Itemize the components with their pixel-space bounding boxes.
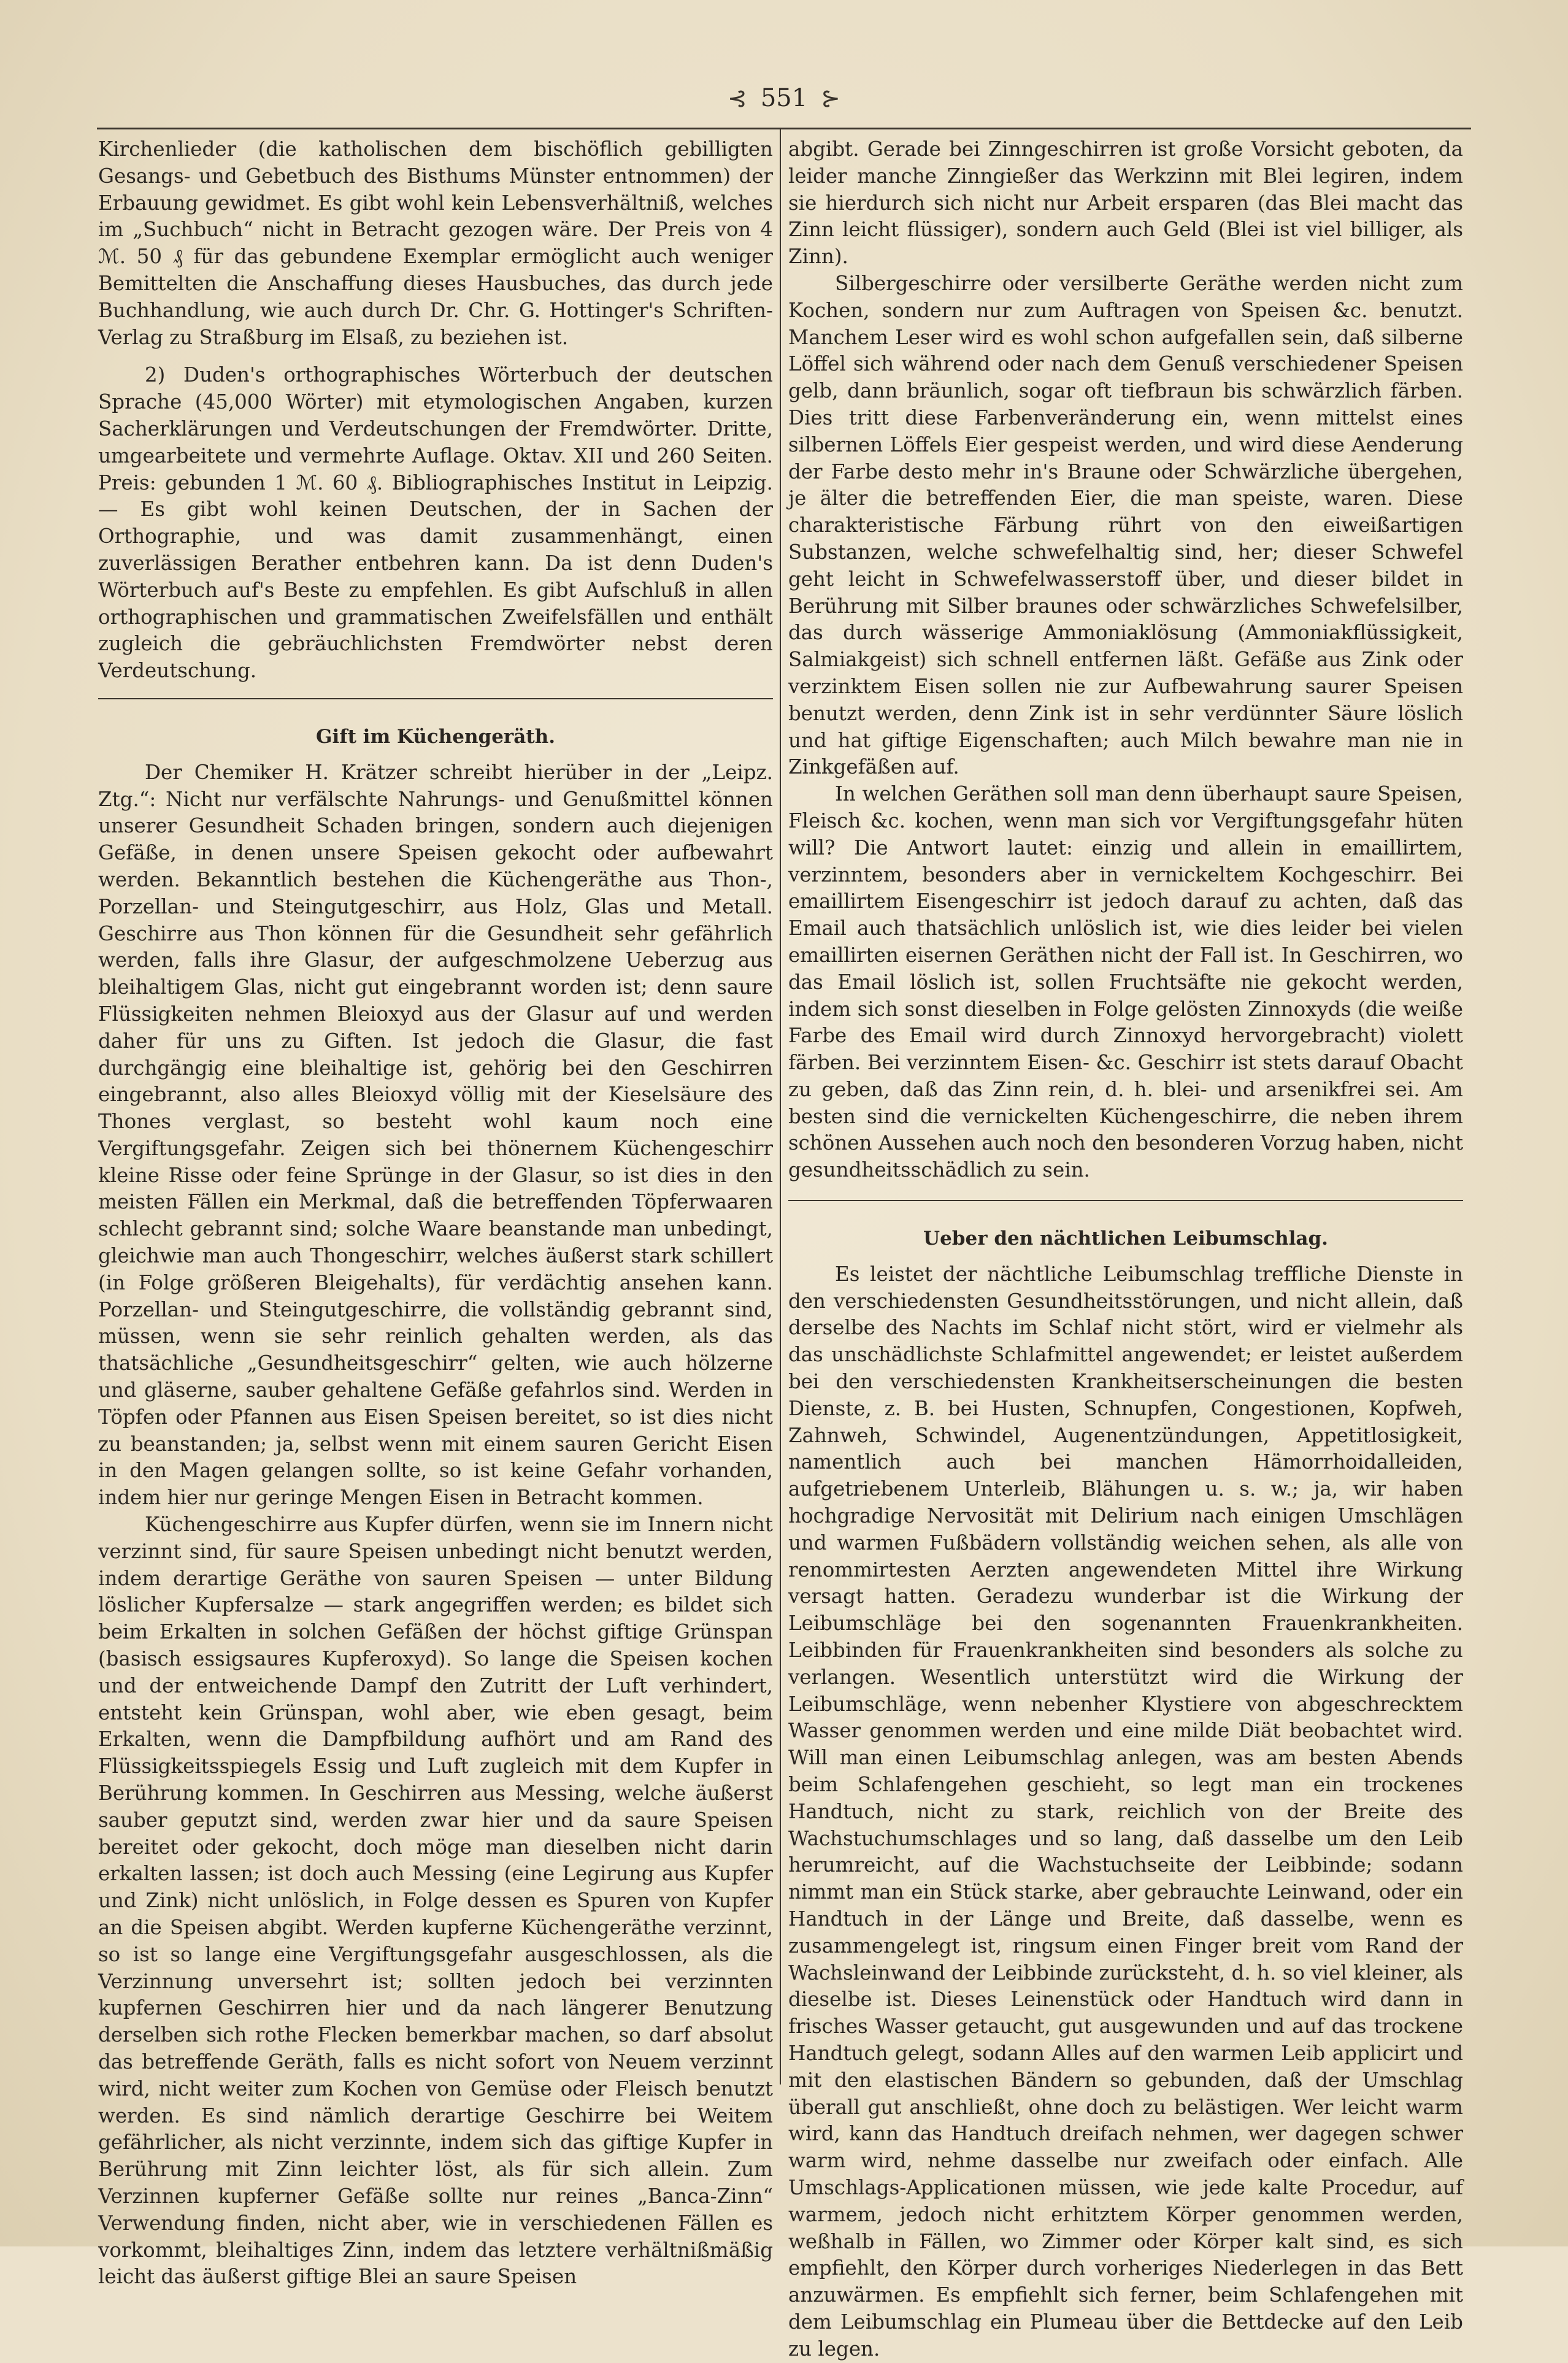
paragraph: Küchengeschirre aus Kupfer dürfen, wenn sie im Innern nicht verzinnt sind, für saure Speisen unbedingt nicht benutzt werden, indem derartige Geräthe von sauren Speisen — unter Bildung löslicher Kupfersalze — stark angegriffen werden; es bildet sich beim Erkalten in solchen Gefäßen der höchst giftige Grünspan (basisch essigsaures Kupferoxyd). So lange die Speisen kochen und der entweichende Dampf den Zutritt der Luft verhindert, entsteht kein Grünspan, wohl aber, wie eben gesagt, beim Erkalten, wenn die Dampfbildung aufhört und am Rand des Flüssigkeitsspiegels Essig und Luft zugleich mit dem Kupfer in Berührung kommen. In Geschirren aus Messing, welche äußerst sauber geputzt sind, werden zwar hier und da saure Speisen bereitet oder gekocht, doch möge man dieselben nicht darin erkalten lassen; ist doch auch Messing (eine Legirung aus Kupfer und Zink) nicht unlöslich, in Folge dessen es Spuren von Kupfer an die Speisen abgibt. Werden kupferne Küchengeräthe verzinnt, so ist so lange eine Vergiftungsgefahr ausgeschlossen, als die Verzinnung unversehrt ist; sollten jedoch bei verzinnten kupfernen Geschirren hier und da nach längerer Benutzung derselben sich rothe Flecken bemerkbar machen, so darf absolut das betreffende Geräth, falls es nicht sofort von Neuem verzinnt wird, nicht weiter zum Kochen von Gemüse oder Fleisch benutzt werden. Es sind nämlich derartige Geschirre bei Weitem gefährlicher, als nicht verzinnte, indem sich das giftige Kupfer in Berührung mit Zinn leichter löst, als für sich allein. Zum Verzinnen kupferner Gefäße sollte nur reines „Banca-Zinn“ Verwendung finden, nicht aber, wie in verschiedenen Fällen es vorkommt, bleihaltiges Zinn, indem das letztere verhältnißmäßig leicht das äußerst giftige Blei an saure Speisen	[98, 1513, 773, 2289]
paragraph: Der Chemiker H. Krätzer schreibt hierüber in der „Leipz. Ztg.“: Nicht nur verfälschte Nahrungs- und Genußmittel können unserer Gesundheit Schaden bringen, sondern auch diejenigen Gefäße, in denen unsere Speisen gekocht oder aufbewahrt werden. Bekanntlich bestehen die Küchengeräthe aus Thon-, Porzellan- und Steingutgeschirr, aus Holz, Glas und Metall. Geschirre aus Thon können für die Gesundheit sehr gefährlich werden, falls ihre Glasur, der aufgeschmolzene Ueberzug aus bleihaltigem Glas, nicht gut eingebrannt worden ist; denn saure Flüssigkeiten nehmen Bleioxyd aus der Glasur auf und werden daher für uns zu Giften. Ist jedoch die Glasur, die fast durchgängig eine bleihaltige ist, gehörig bei den Geschirren eingebrannt, also alles Bleioxyd völlig mit der Kieselsäure des Thones verglast, so besteht wohl kaum noch eine Vergiftungsgefahr. Zeigen sich bei thönernem Küchengeschirr kleine Risse oder feine Sprünge in der Glasur, so ist dies in den meisten Fällen ein Merkmal, daß die betreffenden Töpferwaaren schlecht gebrannt sind; solche Waare beanstande man unbedingt, gleichwie man auch Thongeschirr, welches äußerst stark schillert (in Folge größeren Bleigehalts), für verdächtig ansehen kann. Porzellan- und Steingutgeschirre, die vollständig gebrannt sind, müssen, wenn sie sehr reinlich gehalten werden, als das thatsächliche „Gesundheitsgeschirr“ gelten, wie auch hölzerne und gläserne, sauber gehaltene Gefäße gefahrlos sind. Werden in Töpfen oder Pfannen aus Eisen Speisen bereitet, so ist dies nicht zu beanstanden; ja, selbst wenn mit einem sauren Gericht Eisen in den Magen gelangen sollte, so ist keine Gefahr vorhanden, indem hier nur geringe Mengen Eisen in Betracht kommen.	[98, 760, 773, 1510]
paragraph: Es leistet der nächtliche Leibumschlag treffliche Dienste in den verschiedensten Gesundheitsstörungen, und nicht allein, daß derselbe des Nachts im Schlaf nicht stört, wird er vielmehr als das unschädlichste Schlafmittel angewendet; er leistet außerdem bei den verschiedensten Krankheitserscheinungen die besten Dienste, z. B. bei Husten, Schnupfen, Congestionen, Kopfweh, Zahnweh, Schwindel, Augenentzündungen, Appetitlosigkeit, namentlich auch bei manchen Hämorrhoidalleiden, aufgetriebenem Unterleib, Blähungen u. s. w.; ja, wir haben hochgradige Nervosität mit Delirium nach einigen Umschlägen und warmen Fußbädern vollständig weichen sehen, als alle von renommirtesten Aerzten angewendeten Mittel ihre Wirkung versagt hatten. Geradezu wunderbar ist die Wirkung der Leibumschläge bei den sogenannten Frauenkrankheiten. Leibbinden für Frauenkrankheiten sind besonders als solche zu verlangen. Wesentlich unterstützt wird die Wirkung der Leibumschläge, wenn nebenher Klystiere von abgeschrecktem Wasser genommen werden und eine milde Diät beobachtet wird. Will man einen Leibumschlag anlegen, was am besten Abends beim Schlafengehen geschieht, so legt man ein trockenes Handtuch, nicht zu stark, reichlich von der Breite des Wachstuchumschlages und so lang, daß dasselbe um den Leib herumreicht, auf die Wachstuchseite der Leibbinde; sodann nimmt man ein Stück starke, aber gebrauchte Leinwand, oder ein Handtuch in der Länge und Breite, daß dasselbe, wenn es zusammengelegt ist, ringsum einen Finger breit vom Rand der Wachsleinwand der Leibbinde zurücksteht, d. h. so viel kleiner, als dieselbe ist. Dieses Leinenstück oder Handtuch wird dann in frisches Wasser getaucht, gut ausgewunden und auf das trockene Handtuch gelegt, sodann Alles auf den warmen Leib applicirt und mit den elastischen Bändern so gebunden, daß der Umschlag überall gut anschließt, ohne doch zu belästigen. Wer leicht warm wird, kann das Handtuch dreifach nehmen, wer dagegen schwer warm wird, nehme dasselbe nur zweifach oder einfach. Alle Umschlags-Applicationen müssen, wie jede kalte Procedur, auf warmem, jedoch nicht erhitztem Körper genommen werden, weßhalb in Fällen, wo Zimmer oder Körper kalt sind, es sich empfiehlt, den Körper durch vorheriges Niederlegen in das Bett anzuwärmen. Es empfiehlt sich ferner, beim Schlafengehen mit dem Leibumschlag ein Plumeau über die Bettdecke auf den Leib zu legen.	[788, 1262, 1463, 2361]
ornament-right: ⊱	[821, 85, 841, 112]
header-rule	[97, 128, 1471, 129]
article-heading: Gift im Küchengeräth.	[98, 698, 773, 751]
paragraph: 2) Duden's orthographisches Wörterbuch der deutschen Sprache (45,000 Wörter) mit etymologischen Angaben, kurzen Sacherklärungen und Verdeutschungen der Fremdwörter. Dritte, umgearbeitete und vermehrte Auflage. Oktav. XII und 260 Seiten. Preis: gebunden 1 ℳ. 60 ₰. Bibliographisches Institut in Leipzig. — Es gibt wohl keinen Deutschen, der in Sachen der Orthographie, und was damit zusammenhängt, einen zuverlässigen Berather entbehren kann. Da ist denn Duden's Wörterbuch auf's Beste zu empfehlen. Es gibt Aufschluß in allen orthographischen und grammatischen Zweifelsfällen und enthält zugleich die gebräuchlichsten Fremdwörter nebst deren Verdeutschung.	[98, 363, 773, 683]
left-column	[98, 136, 773, 2289]
column-divider	[780, 128, 781, 2084]
right-column	[788, 136, 1463, 2361]
page-header	[0, 77, 1568, 120]
page-number: 551	[760, 84, 808, 112]
paragraph: abgibt. Gerade bei Zinngeschirren ist große Vorsicht geboten, da leider manche Zinngießer das Werkzinn mit Blei legiren, indem sie hierdurch sich nicht nur Arbeit ersparen (das Blei macht das Zinn leicht flüssiger), sondern auch Geld (Blei ist viel billiger, als Zinn).	[788, 137, 1463, 269]
paragraph: Silbergeschirre oder versilberte Geräthe werden nicht zum Kochen, sondern nur zum Auftragen von Speisen &c. benutzt. Manchem Leser wird es wohl schon aufgefallen sein, daß silberne Löffel sich während oder nach dem Genuß verschiedener Speisen gelb, dann bräunlich, sogar oft tiefbraun bis schwärzlich färben. Dies tritt diese Farbenveränderung ein, wenn mittelst eines silbernen Löffels Eier gespeist werden, und wird diese Aenderung der Farbe desto mehr in's Braune oder Schwärzliche übergehen, je älter die betreffenden Eier, die man speiste, waren. Diese charakteristische Färbung rührt von den eiweißartigen Substanzen, welche schwefelhaltig sind, her; dieser Schwefel geht leicht in Schwefelwasserstoff über, und dieser bildet in Berührung mit Silber braunes oder schwärzliches Schwefelsilber, das durch wässerige Ammoniaklösung (Ammoniakflüssigkeit, Salmiakgeist) sich schnell entfernen läßt. Gefäße aus Zink oder verzinktem Eisen sollen nie zur Aufbewahrung saurer Speisen benutzt werden, denn Zink ist in sehr verdünnter Säure löslich und hat giftige Eigenschaften; auch Milch bewahre man nie in Zinkgefäßen auf.	[788, 271, 1463, 779]
paragraph: Kirchenlieder (die katholischen dem bischöflich gebilligten Gesangs- und Gebetbuch des Bisthums Münster entnommen) der Erbauung gewidmet. Es gibt wohl kein Lebensverhältniß, welches im „Suchbuch“ nicht in Betracht gezogen wäre. Der Preis von 4 ℳ. 50 ₰ für das gebundene Exemplar ermöglicht auch weniger Bemittelten die Anschaffung dieses Hausbuches, das durch jede Buchhandlung, wie auch durch Dr. Chr. G. Hottinger's Schriften-Verlag zu Straßburg im Elsaß, zu beziehen ist.	[98, 137, 773, 349]
paragraph: In welchen Geräthen soll man denn überhaupt saure Speisen, Fleisch &c. kochen, wenn man sich vor Vergiftungsgefahr hüten will? Die Antwort lautet: einzig und allein in emaillirtem, verzinntem, besonders aber in vernickeltem Kochgeschirr. Bei emaillirtem Eisengeschirr ist jedoch darauf zu achten, daß das Email auch thatsächlich unlöslich ist, wie dies leider bei vielen emaillirten eisernen Geräthen nicht der Fall ist. In Geschirren, wo das Email löslich ist, sollen Fruchtsäfte nie gekocht werden, indem sich sonst dieselben in Folge gelösten Zinnoxyds (die weiße Farbe des Email wird durch Zinnoxyd hervorgebracht) violett färben. Bei verzinntem Eisen- &c. Geschirr ist stets darauf Obacht zu geben, daß das Zinn rein, d. h. blei- und arsenikfrei sei. Am besten sind die vernickelten Küchengeschirre, die neben ihrem schönen Aussehen auch noch den besonderen Vorzug haben, nicht gesundheitsschädlich zu sein.	[788, 782, 1463, 1182]
ornament-left: ⊰	[727, 85, 747, 112]
article-heading: Ueber den nächtlichen Leibumschlag.	[788, 1200, 1463, 1253]
